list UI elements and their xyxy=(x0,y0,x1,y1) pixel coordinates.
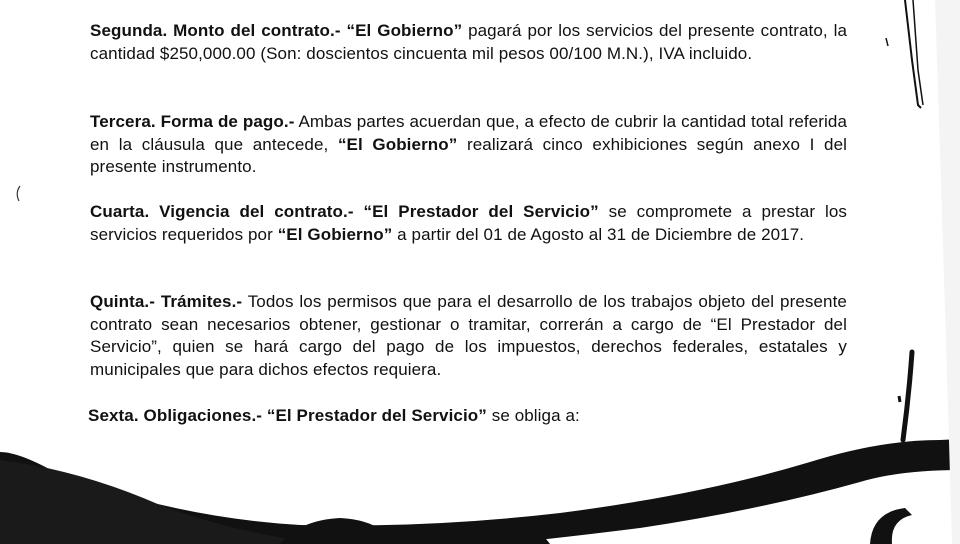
clause-text: Ambas partes acuerdan que, a efecto de cubrir la cantidad total referida en la cláusula que antecede, xyxy=(90,112,848,154)
clause-text: pagará por los servicios del presente contrato, la cantidad $250,000.00 (Son: doscientos cincuenta mil pesos 00/100 M.N.), IVA incluido. xyxy=(90,21,848,63)
margin-pen-stroke xyxy=(905,0,921,108)
clause-quinta xyxy=(90,291,847,381)
party-name: “El Gobierno” xyxy=(346,21,463,40)
clause-heading: Quinta.- Trámites.- xyxy=(90,292,243,311)
signature-stroke xyxy=(903,352,912,440)
party-name: “El Prestador del Servicio” xyxy=(363,202,599,221)
signature-dot xyxy=(899,396,900,402)
clause-text: se compromete a prestar los servicios requeridos por xyxy=(90,202,847,244)
clause-heading: Segunda. Monto del contrato.- xyxy=(90,21,341,40)
clause-text: Todos los permisos que para el desarrollo de los trabajos objeto del presente contrato sean necesarios obtener, gestionar o tramitar, correrán a cargo de “El Prestador del Servicio”, quien se hará cargo del pago de los impuestos, derechos federales, estatales y municipales que para dichos efectos requiera. xyxy=(90,292,847,379)
margin-pen-stroke-2 xyxy=(913,0,923,105)
clause-segunda xyxy=(90,20,847,65)
clause-tercera xyxy=(90,111,847,179)
bottom-curl-end xyxy=(870,508,912,544)
clause-text: realizará cinco exhibiciones según anexo I del presente instrumento. xyxy=(90,134,848,177)
clause-sexta xyxy=(88,405,845,428)
bottom-curl-left xyxy=(280,518,395,544)
party-name: “El Gobierno” xyxy=(337,134,458,154)
clause-cuarta xyxy=(90,201,847,246)
clause-heading: Cuarta. Vigencia del contrato.- xyxy=(90,202,354,221)
margin-tick xyxy=(886,38,888,46)
margin-paren xyxy=(17,186,20,201)
clause-text: a partir del 01 de Agosto al 31 de Diciembre de 2017. xyxy=(392,224,805,244)
party-name: “El Prestador del Servicio” xyxy=(266,406,487,425)
clause-text: se obliga a: xyxy=(486,406,580,425)
clause-text xyxy=(354,202,364,221)
clause-heading: Sexta. Obligaciones.- xyxy=(88,406,263,425)
party-name: “El Gobierno” xyxy=(277,224,393,244)
clause-heading: Tercera. Forma de pago.- xyxy=(90,112,295,131)
